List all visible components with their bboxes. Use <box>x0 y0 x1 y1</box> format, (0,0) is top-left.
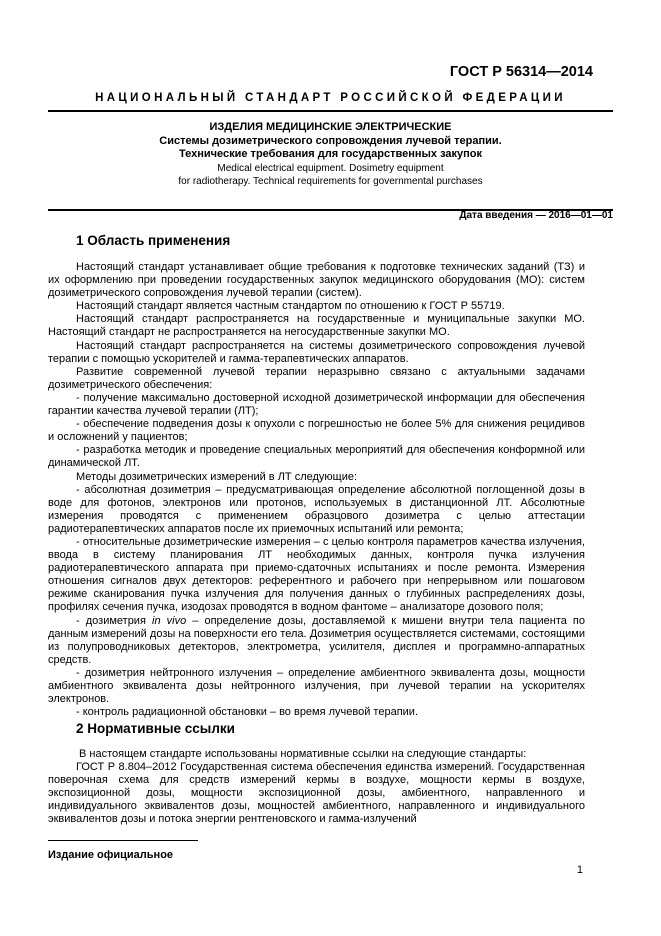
list-item: - контроль радиационной обстановки – во время лучевой терапии. <box>76 706 419 719</box>
document-code: ГОСТ Р 56314—2014 <box>449 64 593 80</box>
title-ru-line-2: Системы дозиметрического сопровождения лучевой терапии. <box>159 134 502 147</box>
list-item: - разработка методик и проведение специальных мероприятий для обеспечения конформной или динамической ЛТ. <box>48 444 585 470</box>
top-divider <box>48 110 613 112</box>
reference-item: ГОСТ Р 8.804–2012 Государственная система обеспечения единства измерений. Государственная поверочная схема для средств измерений кермы в воздухе, мощности кермы в воздухе, экспозиционной дозы, мощности экспозиционной дозы, амбиентного, направленного и индивидуального эквивалентов дозы, мощностей амбиентного, направленного и индивидуального эквивалентов дозы и потока энергии рентгеновского и гамма-излучений <box>48 761 585 826</box>
footer-divider <box>48 840 198 841</box>
paragraph: Настоящий стандарт распространяется на системы дозиметрического сопровождения лучевой терапии с помощью ускорителей и гамма-терапевтических аппаратов. <box>48 339 585 365</box>
paragraph: Настоящий стандарт распространяется на государственные и муниципальные закупки МО. Настоящий стандарт не распространяется на негосударственные закупки МО. <box>48 313 585 339</box>
title-ru-line-3: Технические требования для государственных закупок <box>178 148 483 160</box>
paragraph: Методы дозиметрических измерений в ЛТ следующие: <box>76 470 358 483</box>
page-number: 1 <box>576 864 583 876</box>
section-1-heading: 1 Область применения <box>76 233 231 248</box>
edition-label: Издание официальное <box>48 849 174 861</box>
title-en-line-1: Medical electrical equipment. Dosimetry equipment <box>217 162 444 174</box>
paragraph: Настоящий стандарт устанавливает общие требования к подготовке технических заданий (ТЗ) и их оформлению при проведении государственных закупок медицинского оборудования (МО): систем дозиметрического сопровождения лучевой терапии (систем). <box>48 261 585 300</box>
paragraph: Настоящий стандарт является частным стандартом по отношению к ГОСТ Р 55719. <box>76 300 505 313</box>
title-ru-line-1: ИЗДЕЛИЯ МЕДИЦИНСКИЕ ЭЛЕКТРИЧЕСКИЕ <box>209 121 452 133</box>
paragraph: В настоящем стандарте использованы нормативные ссылки на следующие стандарты: <box>79 748 527 760</box>
in-vivo-term: in vivo <box>152 614 187 627</box>
list-item: - относительные дозиметрические измерения – с целью контроля параметров качества излучения, ввода в систему планирования ЛТ необходимых данных, контроля пучка излучения радиотерапевтического аппарата при приемо-сдаточных испытаниях и после ремонта. Измерения отношения сигналов двух детекторов: референтного и рабочего при непрерывном или пошаговом режиме сканирования пучка излучения для получения данных о глубинных распределениях дозы, профилях сечения пучка, изодозах проводятся в водном фантоме – анализаторе дозового поля; <box>48 535 585 614</box>
title-en-line-2: for radiotherapy. Technical requirements for governmental purchases <box>178 175 483 187</box>
section-1-body <box>48 261 585 719</box>
list-item: - дозиметрия нейтронного излучения – определение амбиентного эквивалента дозы, мощности амбиентного эквивалента дозы нейтронного излучения, при лучевой терапии на ускорителях электронов. <box>48 666 585 706</box>
list-item: - получение максимально достоверной исходной дозиметрической информации для обеспечения гарантии качества лучевой терапии (ЛТ); <box>48 391 585 418</box>
list-item: - абсолютная дозиметрия – предусматривающая определение абсолютной поглощенной дозы в воде для фотонов, электронов или протонов, используемых в дистанционной ЛТ. Абсолютные измерения проводятся с применением образцового дозиметра с целью аттестации радиотерапевтических аппаратов после их приемочных испытаний или ремонта; <box>48 483 585 535</box>
paragraph: Развитие современной лучевой терапии неразрывно связано с актуальными задачами дозиметрического обеспечения: <box>48 365 585 391</box>
title-block <box>48 121 613 188</box>
list-item-in-vivo <box>48 615 585 667</box>
national-standard-banner: НАЦИОНАЛЬНЫЙ СТАНДАРТ РОССИЙСКОЙ ФЕДЕРАЦИИ <box>95 92 566 104</box>
list-item: - обеспечение подведения дозы к опухоли с погрешностью не более 5% для снижения рецидивов и осложнений у пациентов; <box>48 418 585 444</box>
in-vivo-text: – определение дозы, доставляемой к мишени внутри тела пациента по данным измерений дозы на поверхности его тела. Дозиметрия осуществляется системами, состоящими из полупроводниковых детекторов, электрометра, усилителя, дисплея и программно-аппаратных средств. <box>48 614 586 666</box>
section-2-heading: 2 Нормативные ссылки <box>76 721 235 736</box>
in-vivo-prefix: - дозиметрия <box>76 614 152 627</box>
introduction-date: Дата введения — 2016—01—01 <box>459 210 613 221</box>
section-2-body <box>48 748 585 827</box>
